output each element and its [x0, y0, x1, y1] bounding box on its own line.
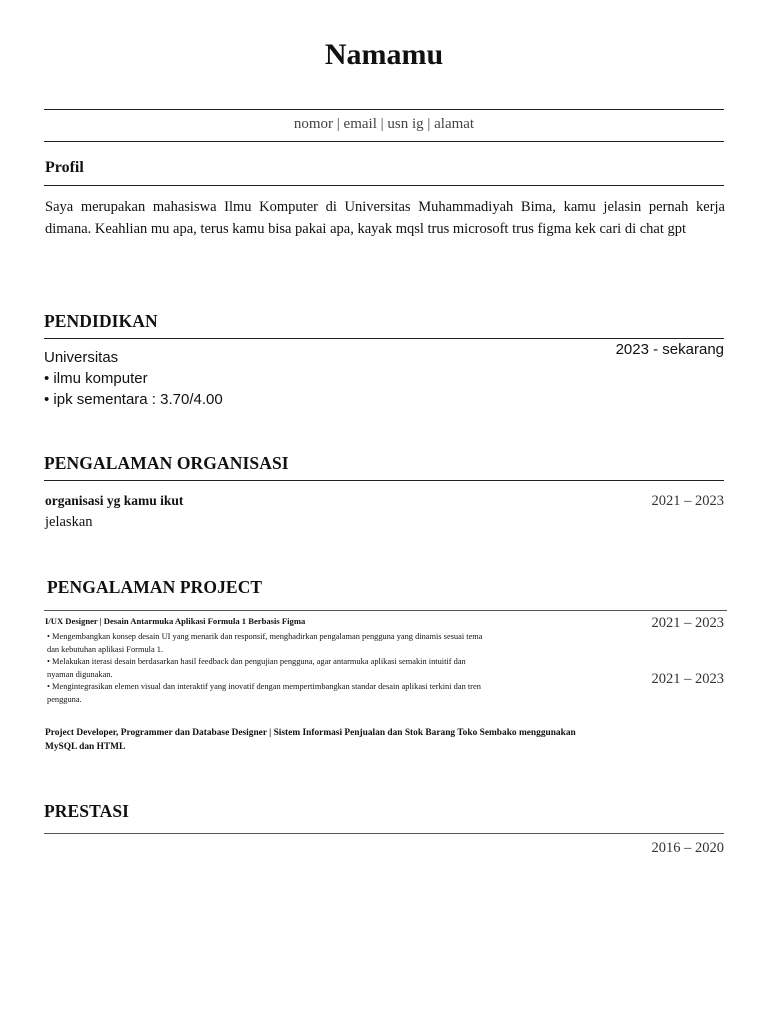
project-bullet-line: • Mengembangkan konsep desain UI yang menarik dan responsif, menghadirkan pengalaman pengguna yang dinamis sesuai tema — [47, 632, 483, 641]
project-bullet-line: • Melakukan iterasi desain berdasarkan hasil feedback dan pengujian pengguna, agar antarmuka aplikasi semakin intuitif dan — [47, 657, 466, 667]
profile-divider — [44, 185, 724, 186]
education-divider — [44, 338, 724, 339]
achievements-heading: PRESTASI — [44, 801, 130, 821]
projects-divider — [44, 610, 727, 611]
achievements-divider — [44, 833, 724, 834]
education-school: Universitas — [44, 349, 119, 366]
education-heading: PENDIDIKAN — [44, 311, 158, 331]
profile-heading: Profil — [45, 159, 84, 176]
organization-heading: PENGALAMAN ORGANISASI — [44, 453, 289, 473]
project-date: 2021 – 2023 — [651, 671, 724, 687]
header-bottom-divider — [44, 141, 724, 142]
project-title: I/UX Designer | Desain Antarmuka Aplikasi Formula 1 Berbasis Figma — [45, 616, 306, 626]
project-bullets — [47, 631, 547, 707]
education-date: 2023 - sekarang — [615, 341, 724, 358]
project-bullet-line: pengguna. — [47, 694, 82, 704]
header-top-divider — [44, 109, 724, 110]
resume-name: Namamu — [324, 38, 444, 71]
contact-line: nomor | email | usn ig | alamat — [293, 116, 475, 132]
organization-date: 2021 – 2023 — [651, 493, 724, 509]
organization-name: organisasi yg kamu ikut — [45, 493, 184, 508]
education-bullet: • ilmu komputer — [44, 370, 148, 387]
project-title — [45, 726, 576, 754]
project-bullet-line: • Mengintegrasikan elemen visual dan interaktif yang inovatif dengan mempertimbangkan standar desain aplikasi terkini dan tren — [47, 682, 481, 692]
organization-divider — [44, 480, 724, 481]
project-title-line: Project Developer, Programmer dan Database Designer | Sistem Informasi Penjualan dan Stok Barang Toko Sembako menggunakan — [45, 728, 576, 738]
project-bullet-line: dan kebutuhan aplikasi Formula 1. — [47, 644, 164, 654]
project-title-line: MySQL dan HTML — [45, 742, 126, 752]
profile-text: Saya merupakan mahasiswa Ilmu Komputer di Universitas Muhammadiyah Bima, kamu jelasin pernah kerja dimana. Keahlian mu apa, terus kamu bisa pakai apa, kayak mqsl trus microsoft trus figma kek cari di chat gpt — [45, 199, 725, 237]
project-date: 2021 – 2023 — [651, 615, 724, 631]
organization-desc: jelaskan — [45, 514, 93, 530]
education-bullet: • ipk sementara : 3.70/4.00 — [44, 391, 223, 408]
projects-heading: PENGALAMAN PROJECT — [47, 577, 263, 597]
achievements-date: 2016 – 2020 — [651, 840, 724, 856]
project-bullet-line: nyaman digunakan. — [47, 669, 113, 679]
